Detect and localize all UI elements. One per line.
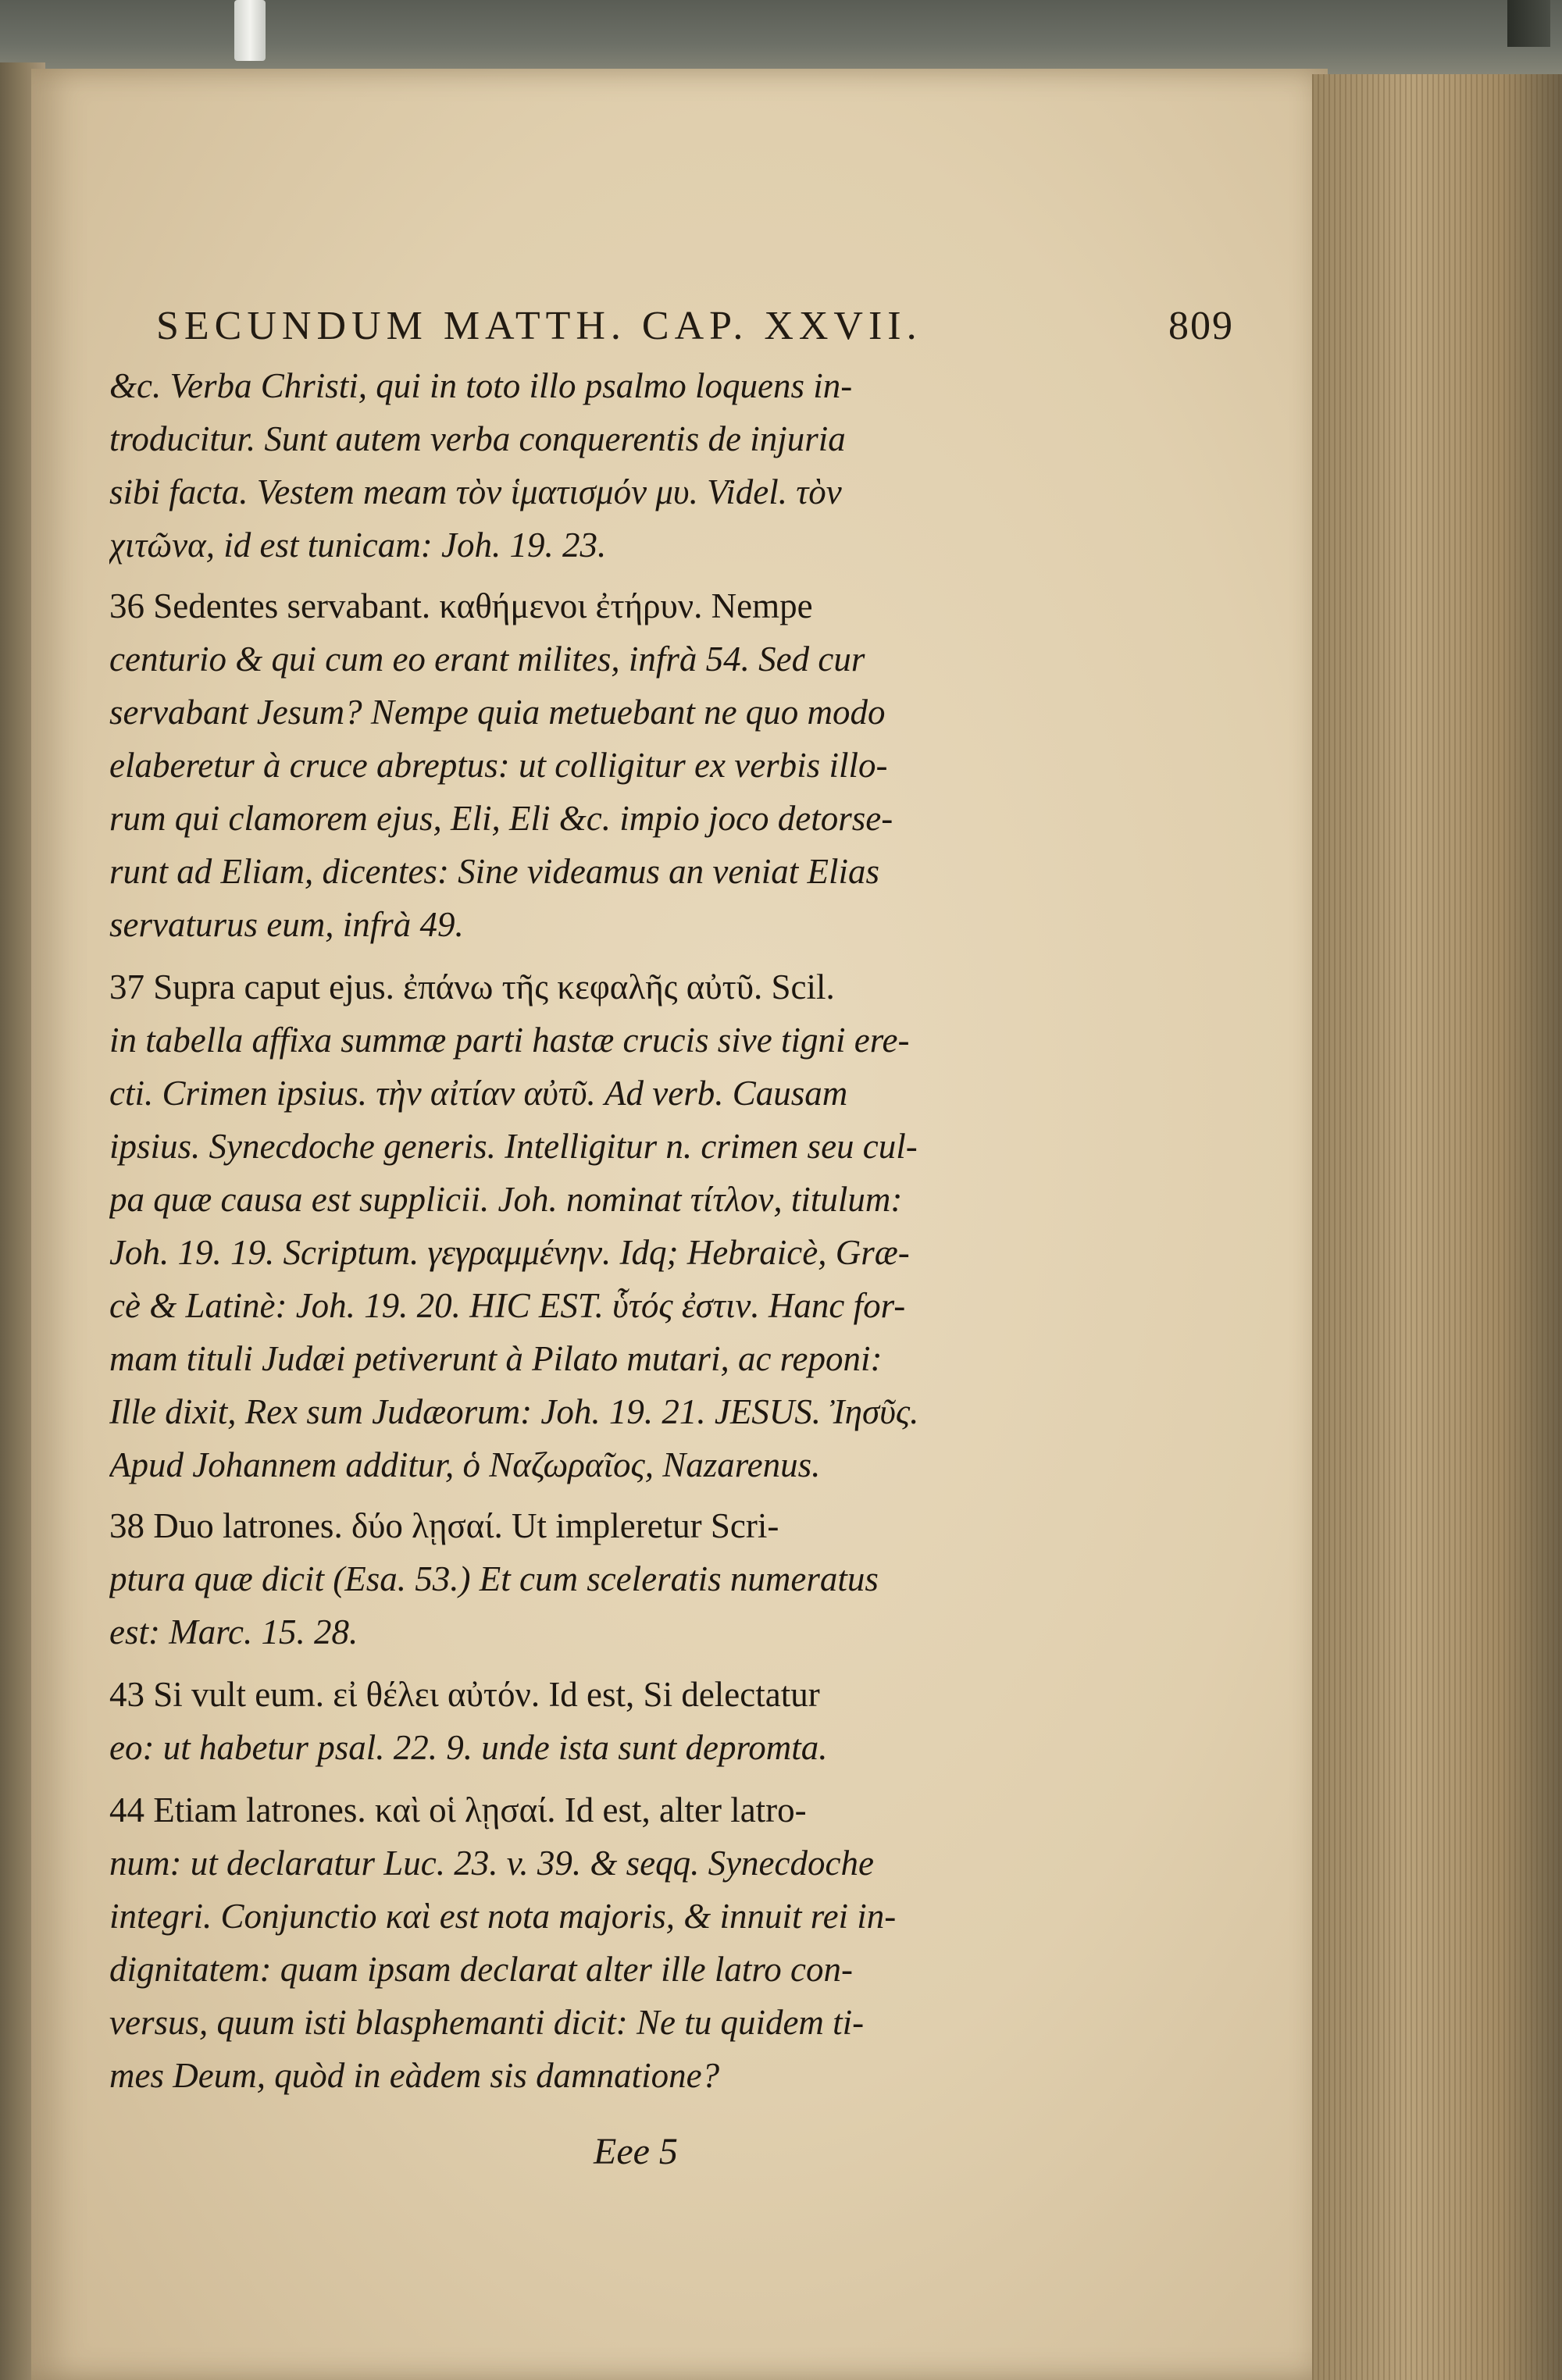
- text-line: elaberetur à cruce abreptus: ut colligitur ex verbis illo-: [109, 746, 888, 785]
- text-line: mes Deum, quòd in eàdem sis damnatione?: [109, 2056, 720, 2095]
- text-line: rum qui clamorem ejus, Eli, Eli &c. impio joco detorse-: [109, 799, 893, 838]
- text-line: 38 Duo latrones. δύο λῃσαί. Ut impleretur Scri-: [109, 1506, 779, 1545]
- text-line: servaturus eum, infrà 49.: [109, 905, 464, 944]
- running-head: [156, 303, 1234, 365]
- text-line: 44 Etiam latrones. καὶ οἱ λῃσαί. Id est, alter latro-: [109, 1790, 807, 1830]
- text-line: χιτῶνα, id est tunicam: Joh. 19. 23.: [109, 526, 607, 565]
- text-line: versus, quum isti blasphemanti dicit: Ne tu quidem ti-: [109, 2003, 865, 2042]
- text-line: ipsius. Synecdoche generis. Intelligitur n. crimen seu cul-: [109, 1127, 918, 1166]
- text-line: mam tituli Judæi petiverunt à Pilato mutari, ac reponi:: [109, 1339, 883, 1378]
- text-line: sibi facta. Vestem meam τὸν ἱματισμόν μυ. Videl. τὸν: [109, 472, 842, 511]
- text-line: runt ad Eliam, dicentes: Sine videamus an veniat Elias: [109, 852, 880, 891]
- text-line: cti. Crimen ipsius. τὴν αἰτίαν αὐτῦ. Ad verb. Causam: [109, 1074, 848, 1113]
- text-line: est: Marc. 15. 28.: [109, 1612, 358, 1651]
- scan-edge: [1507, 0, 1550, 47]
- text-line: centurio & qui cum eo erant milites, infrà 54. Sed cur: [109, 640, 865, 679]
- signature-mark: Eee 5: [594, 2131, 678, 2172]
- text-line: num: ut declaratur Luc. 23. v. 39. & seqq. Synecdoche: [109, 1844, 874, 1883]
- text-line: eo: ut habetur psal. 22. 9. unde ista sunt depromta.: [109, 1728, 828, 1767]
- text-line: pa quæ causa est supplicii. Joh. nominat τίτλον, titulum:: [109, 1180, 903, 1219]
- text-line: ptura quæ dicit (Esa. 53.) Et cum sceleratis numeratus: [109, 1559, 879, 1598]
- text-line: Joh. 19. 19. Scriptum. γεγραμμένην. Idq; Hebraicè, Græ-: [109, 1233, 910, 1272]
- page-number: 809: [1168, 304, 1234, 348]
- text-line: servabant Jesum? Nempe quia metuebant ne quo modo: [109, 693, 886, 732]
- text-line: dignitatem: quam ipsam declarat alter ille latro con-: [109, 1950, 853, 1989]
- running-head-title: SECUNDUM MATTH. CAP. XXVII.: [156, 304, 922, 348]
- text-line: 43 Si vult eum. εἰ θέλει αὐτόν. Id est, Si delectatur: [109, 1675, 820, 1714]
- text-line: 37 Supra caput ejus. ἐπάνω τῆς κεφαλῆς αὐτῦ. Scil.: [109, 967, 835, 1007]
- text-line: cè & Latinè: Joh. 19. 20. HIC EST. ὗτός ἐστιν. Hanc for-: [109, 1286, 906, 1325]
- text-line: Apud Johannem additur, ὁ Ναζωραῖος, Nazarenus.: [109, 1445, 821, 1484]
- text-line: troducitur. Sunt autem verba conquerentis de injuria: [109, 419, 846, 458]
- text-line: 36 Sedentes servabant. καθήμενοι ἐτήρυν. Nempe: [109, 586, 813, 625]
- text-line: Ille dixit, Rex sum Judæorum: Joh. 19. 21. JESUS. Ἰησῦς.: [109, 1392, 919, 1431]
- book-page: [31, 69, 1328, 2380]
- text-line: integri. Conjunctio καὶ est nota majoris, & innuit rei in-: [109, 1897, 897, 1936]
- page-fore-edge: [1312, 74, 1562, 2380]
- text-line: in tabella affixa summæ parti hastæ crucis sive tigni ere-: [109, 1021, 910, 1060]
- text-line: &c. Verba Christi, qui in toto illo psalmo loquens in-: [109, 366, 853, 405]
- book-clip: [234, 0, 266, 61]
